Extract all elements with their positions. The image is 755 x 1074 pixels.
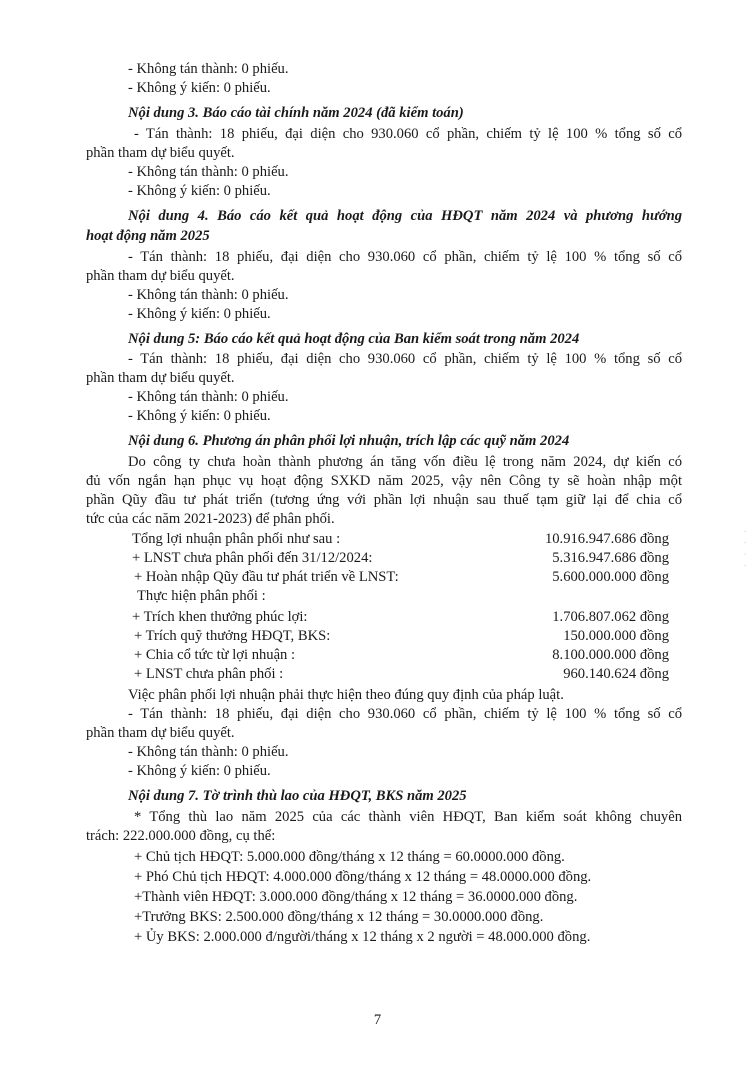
distribution-amount: 5.600.000.000 đồng	[552, 569, 669, 585]
distribution-amount: 1.706.807.062 đồng	[552, 609, 669, 625]
vote-approve-cont: phần tham dự biểu quyết.	[86, 268, 235, 284]
distribution-label: + LNST chưa phân phối :	[134, 666, 284, 682]
remuneration-item: + Phó Chủ tịch HĐQT: 4.000.000 đồng/tháng x 12 tháng = 48.0000.000 đồng.	[134, 869, 592, 885]
paragraph-line: trách: 222.000.000 đồng, cụ thể:	[86, 828, 276, 844]
distribution-amount: 5.316.947.686 đồng	[552, 550, 669, 566]
paragraph-line: * Tổng thù lao năm 2025 của các thành viên HĐQT, Ban kiểm soát không chuyên	[134, 809, 682, 825]
vote-approve-cont: phần tham dự biểu quyết.	[86, 725, 235, 741]
vote-approve: - Tán thành: 18 phiếu, đại diện cho 930.060 cổ phần, chiếm tỷ lệ 100 % tổng số cổ	[128, 351, 682, 367]
section-heading-3: Nội dung 3. Báo cáo tài chính năm 2024 (đã kiểm toán)	[128, 105, 464, 121]
vote-approve: - Tán thành: 18 phiếu, đại diện cho 930.060 cổ phần, chiếm tỷ lệ 100 % tổng số cổ	[134, 126, 682, 142]
remuneration-item: + Chủ tịch HĐQT: 5.000.000 đồng/tháng x 12 tháng = 60.0000.000 đồng.	[134, 849, 565, 865]
distribution-amount: 960.140.624 đồng	[563, 666, 669, 682]
section-heading-4-cont: hoạt động năm 2025	[86, 228, 210, 244]
remuneration-item: + Ủy BKS: 2.000.000 đ/người/tháng x 12 tháng x 2 người = 48.000.000 đồng.	[134, 929, 591, 945]
section-heading-4: Nội dung 4. Báo cáo kết quả hoạt động của HĐQT năm 2024 và phương hướng	[128, 208, 682, 224]
paragraph-line: đủ vốn ngắn hạn phục vụ hoạt động SXKD năm 2025, vậy nên Công ty sẽ hoàn nhập một	[86, 473, 682, 489]
paragraph-line: phần Qũy đầu tư phát triển (tương ứng với phần lợi nhuận sau thuế tạm giữ lại để chia cổ	[86, 492, 682, 508]
section-heading-5: Nội dung 5: Báo cáo kết quả hoạt động của Ban kiểm soát trong năm 2024	[128, 331, 580, 347]
distribution-label: + Hoàn nhập Qũy đầu tư phát triển về LNST:	[134, 569, 399, 585]
vote-abstain: - Không ý kiến: 0 phiếu.	[128, 408, 271, 424]
paragraph-line: Do công ty chưa hoàn thành phương án tăng vốn điều lệ trong năm 2024, dự kiến có	[128, 454, 682, 470]
edge-stamp-mark: · · · ·	[740, 530, 750, 570]
vote-abstain: - Không ý kiến: 0 phiếu.	[128, 763, 271, 779]
vote-abstain: - Không ý kiến: 0 phiếu.	[128, 183, 271, 199]
remuneration-item: +Trưởng BKS: 2.500.000 đồng/tháng x 12 tháng = 30.0000.000 đồng.	[134, 909, 544, 925]
vote-against: - Không tán thành: 0 phiếu.	[128, 744, 289, 760]
section-heading-7: Nội dung 7. Tờ trình thù lao của HĐQT, BKS năm 2025	[128, 788, 467, 804]
distribution-amount: 150.000.000 đồng	[563, 628, 669, 644]
distribution-label: Thực hiện phân phối :	[137, 588, 266, 604]
distribution-label: + Trích quỹ thưởng HĐQT, BKS:	[134, 628, 331, 644]
page-number: 7	[373, 1012, 382, 1028]
vote-abstain: - Không ý kiến: 0 phiếu.	[128, 306, 271, 322]
vote-approve-cont: phần tham dự biểu quyết.	[86, 145, 235, 161]
distribution-label: + LNST chưa phân phối đến 31/12/2024:	[132, 550, 373, 566]
vote-approve: - Tán thành: 18 phiếu, đại diện cho 930.060 cổ phần, chiếm tỷ lệ 100 % tổng số cổ	[128, 249, 682, 265]
distribution-label: + Chia cổ tức từ lợi nhuận :	[134, 647, 296, 663]
distribution-amount: 8.100.000.000 đồng	[552, 647, 669, 663]
paragraph-line: tức của các năm 2021-2023) để phân phối.	[86, 511, 335, 527]
vote-against: - Không tán thành: 0 phiếu.	[128, 61, 289, 77]
distribution-amount: 10.916.947.686 đồng	[544, 531, 669, 547]
vote-against: - Không tán thành: 0 phiếu.	[128, 287, 289, 303]
remuneration-item: +Thành viên HĐQT: 3.000.000 đồng/tháng x 12 tháng = 36.0000.000 đồng.	[134, 889, 578, 905]
vote-approve-cont: phần tham dự biểu quyết.	[86, 370, 235, 386]
vote-abstain: - Không ý kiến: 0 phiếu.	[128, 80, 271, 96]
vote-against: - Không tán thành: 0 phiếu.	[128, 164, 289, 180]
distribution-label: Tổng lợi nhuận phân phối như sau :	[132, 531, 341, 547]
distribution-label: + Trích khen thưởng phúc lợi:	[132, 609, 308, 625]
vote-approve: - Tán thành: 18 phiếu, đại diện cho 930.060 cổ phần, chiếm tỷ lệ 100 % tổng số cổ	[128, 706, 682, 722]
paragraph-line: Việc phân phối lợi nhuận phải thực hiện theo đúng quy định của pháp luật.	[128, 687, 564, 703]
vote-against: - Không tán thành: 0 phiếu.	[128, 389, 289, 405]
section-heading-6: Nội dung 6. Phương án phân phối lợi nhuận, trích lập các quỹ năm 2024	[128, 433, 570, 449]
